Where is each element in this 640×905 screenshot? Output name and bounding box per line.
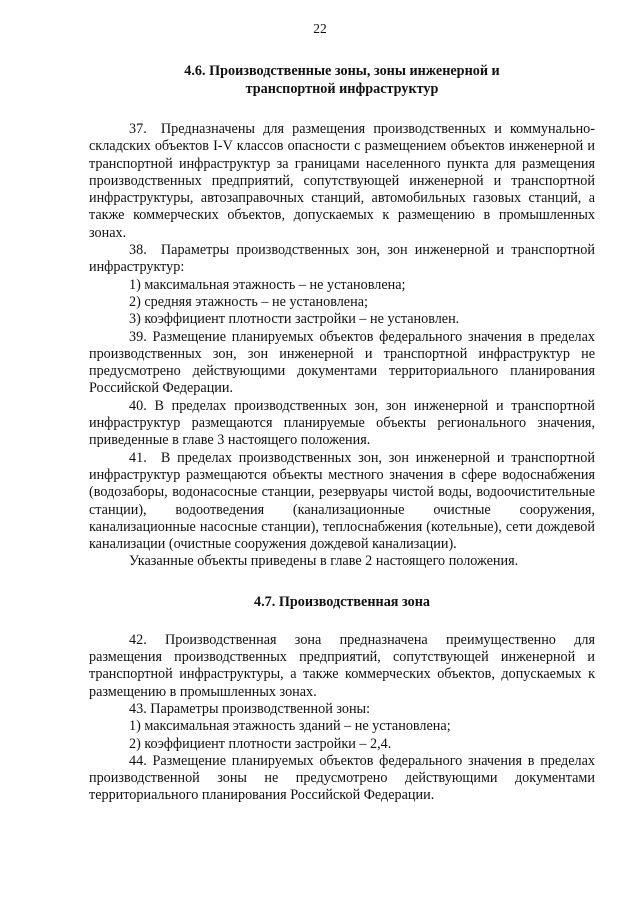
paragraph-42: 42. Производственная зона предназначена преимущественно для размещения производственных предприятий, сопутствующей инженерной и транспортной инфраструктуры, а также коммерческих объектов, допускаемых к размещению в промышленных зонах. bbox=[89, 631, 595, 700]
paragraph-40: 40. В пределах производственных зон, зон инженерной и транспортной инфраструктур размещаются планируемые объекты регионального значения, приведенные в главе 3 настоящего положения. bbox=[89, 397, 595, 449]
paragraph-43-item-2: 2) коэффициент плотности застройки – 2,4. bbox=[129, 735, 392, 752]
paragraph-38: 38. Параметры производственных зон, зон инженерной и транспортной инфраструктур: bbox=[89, 242, 595, 276]
paragraph-41: 41. В пределах производственных зон, зон инженерной и транспортной инфраструктур размещаются объекты местного значения в сфере водоснабжения (водозаборы, водонасосные станции, резервуары чистой воды, водоочистительные станции), водоотведения (канализационные очистные сооружения, канализационные насосные станции), теплоснабжения (котельные), сети дождевой канализации (очистные сооружения дождевой канализации). bbox=[89, 449, 595, 553]
paragraph-38-item-1: 1) максимальная этажность – не установлена; bbox=[129, 276, 406, 293]
paragraph-44: 44. Размещение планируемых объектов федерального значения в пределах производственной зоны не предусмотрено действующими документами территориального планирования Российской Федерации. bbox=[89, 752, 595, 804]
paragraph-39: 39. Размещение планируемых объектов федерального значения в пределах производственных зон, зон инженерной и транспортной инфраструктур не предусмотрено действующими документами территориального планирования Российской Федерации. bbox=[89, 328, 595, 397]
paragraph-43-item-1: 1) максимальная этажность зданий – не установлена; bbox=[129, 718, 451, 735]
paragraph-43: 43. Параметры производственной зоны: bbox=[129, 700, 371, 717]
paragraph-37: 37. Предназначены для размещения производственных и коммунально-складских объектов I-V классов опасности с размещением объектов инженерной и транспортной инфраструктур за границами населенного пункта для размещения производственных предприятий, сопутствующей инженерной и транспортной инфраструктуры, автозаправочных станций, автомобильных газовых станций, а также коммерческих объектов, допускаемых к размещению в промышленных зонах. bbox=[89, 121, 595, 241]
page-number: 22 bbox=[313, 21, 327, 36]
section-4-6-title-line2: транспортной инфраструктур bbox=[245, 81, 439, 97]
paragraph-41-note: Указанные объекты приведены в главе 2 настоящего положения. bbox=[129, 553, 519, 570]
section-4-7-title: 4.7. Производственная зона bbox=[253, 593, 431, 610]
paragraph-38-item-2: 2) средняя этажность – не установлена; bbox=[129, 293, 368, 310]
paragraph-38-item-3: 3) коэффициент плотности застройки – не установлен. bbox=[129, 311, 460, 328]
section-4-6-title bbox=[89, 62, 595, 98]
page-content bbox=[89, 62, 595, 805]
section-4-6-title-line1: 4.6. Производственные зоны, зоны инженерной и bbox=[184, 63, 500, 79]
